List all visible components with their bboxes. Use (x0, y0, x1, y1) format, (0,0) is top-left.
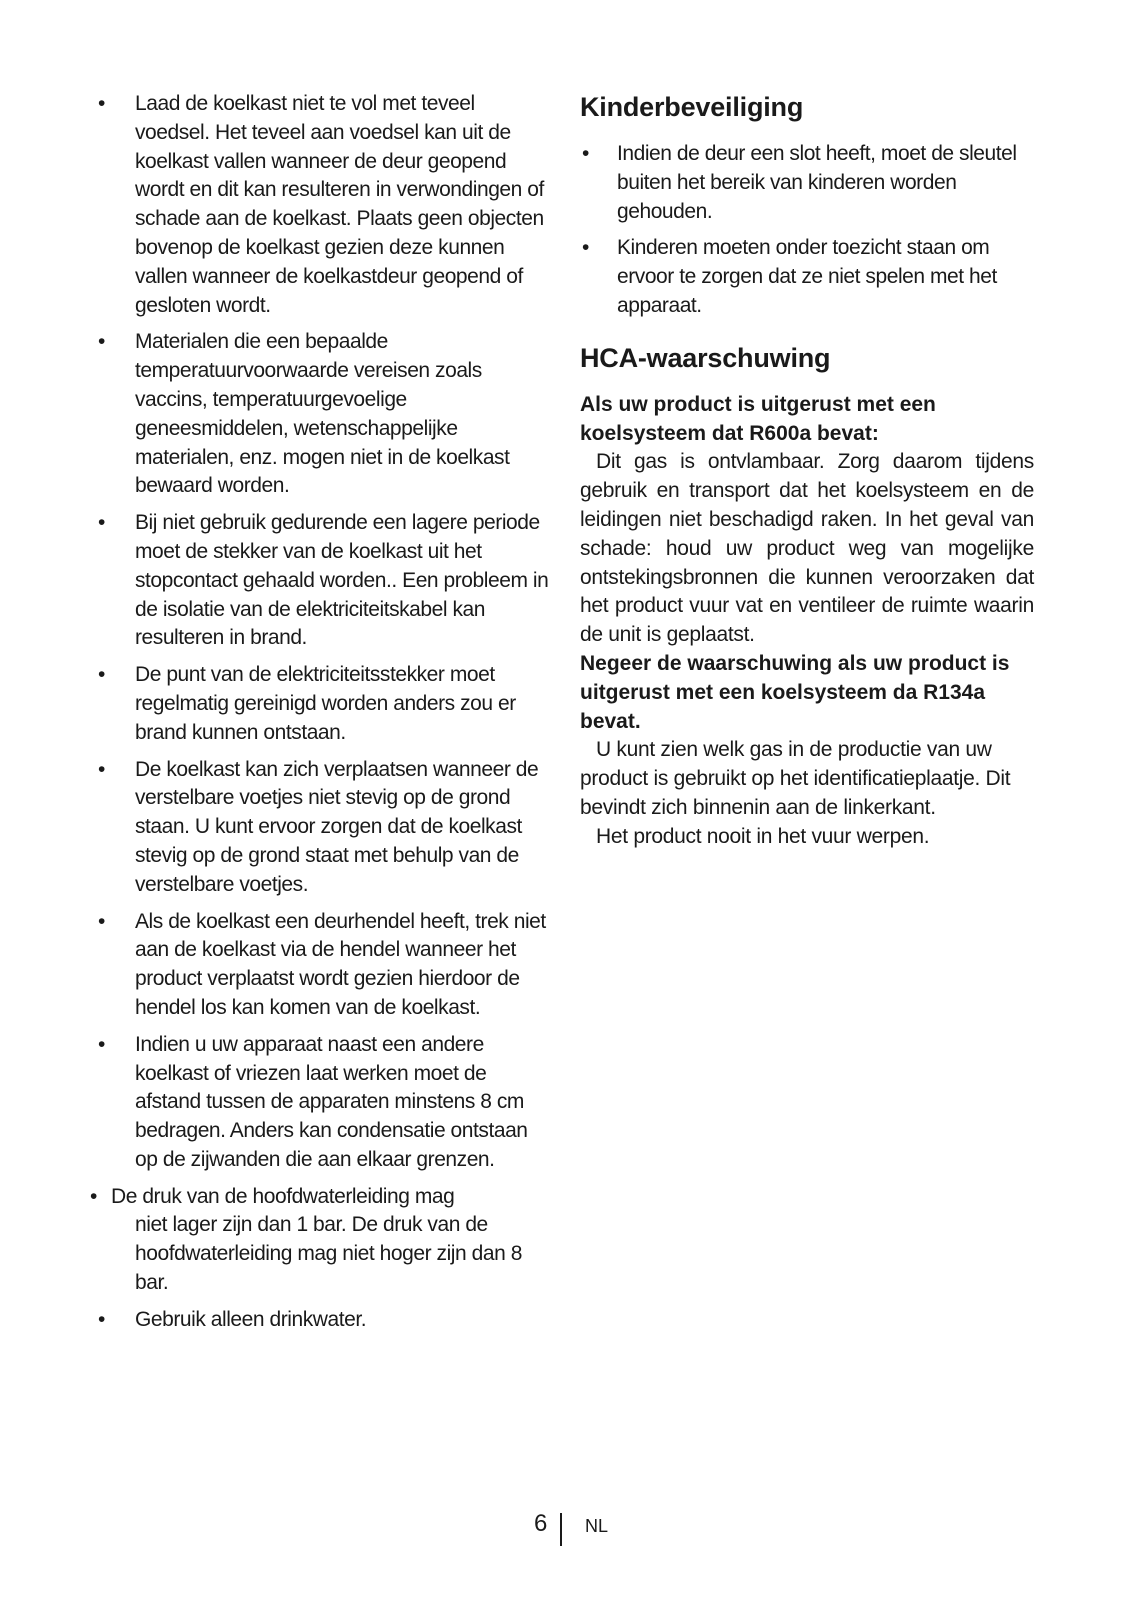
bullet-text: De koelkast kan zich verplaatsen wanneer de verstelbare voetjes niet stevig op de grond staan. U kunt ervoor zorgen dat de koelkast stevig op de grond staat met behulp van de verstelbare voetjes. (135, 757, 539, 896)
bullet-icon: • (98, 757, 105, 781)
bullet-icon: • (98, 1307, 105, 1331)
bullet-icon: • (98, 663, 105, 687)
list-item (90, 756, 550, 900)
footer-divider (560, 1513, 562, 1546)
page-footer (0, 1510, 1128, 1546)
r600a-paragraph: Dit gas is ontvlambaar. Zorg daarom tijdens gebruik en transport dat het koelsysteem en de leidingen niet beschadigd raken. In het geval van schade: houd uw product weg van mogelijke ontstekingsbronnen die kunnen veroorzaken dat het product vuur vat en ventileer de ruimte waarin de unit is geplaatst. (580, 450, 1034, 647)
list-item (580, 140, 1034, 226)
bullet-text-rest: niet lager zijn dan 1 bar. De druk van de hoofdwaterleiding mag niet hoger zijn dan 8 bar. (135, 1213, 522, 1295)
bullet-text: Bij niet gebruik gedurende een lagere periode moet de stekker van de koelkast uit het stopcontact gehaald worden.. Een probleem in de isolatie van de elektriciteitskabel kan resulteren in brand. (135, 511, 549, 650)
bullet-icon: • (582, 236, 589, 260)
bullet-icon: • (98, 1032, 105, 1056)
list-item (90, 1306, 550, 1335)
list-item (90, 661, 550, 747)
bullet-text: De punt van de elektriciteitsstekker moet regelmatig gereinigd worden anders zou er brand kunnen ontstaan. (135, 663, 516, 744)
left-column (90, 90, 550, 1343)
bullet-text: Laad de koelkast niet te vol met teveel voedsel. Het teveel aan voedsel kan uit de koelkast vallen wanneer de deur geopend wordt en dit kan resulteren in verwondingen of schade aan de koelkast. Plaats geen objecten bovenop de koelkast gezien deze kunnen vallen wanneer de koelkastdeur geopend of gesloten wordt. (135, 92, 544, 317)
r600a-heading: Als uw product is uitgerust met een koelsysteem dat R600a bevat: (580, 392, 936, 445)
list-item (580, 234, 1034, 320)
r134a-heading: Negeer de waarschuwing als uw product is uitgerust met een koelsysteem da R134a bevat. (580, 651, 1010, 733)
list-item (90, 1031, 550, 1175)
list-item (90, 509, 550, 653)
r134a-paragraph: U kunt zien welk gas in de productie van uw product is gebruikt op het identificatieplaatje. Dit bevindt zich binnenin aan de linkerkant. (580, 738, 1011, 819)
safety-bullet-list (90, 90, 550, 1335)
page-number: 6 (534, 1510, 548, 1537)
language-code: NL (585, 1516, 609, 1536)
bullet-icon: • (582, 142, 589, 165)
hca-warning-heading: HCA-waarschuwing (580, 342, 831, 373)
list-item (90, 908, 550, 1023)
bullet-icon: • (98, 511, 105, 535)
bullet-icon: • (98, 92, 105, 115)
child-safety-bullet-list (580, 140, 1034, 321)
bullet-text: Als de koelkast een deurhendel heeft, trek niet aan de koelkast via de hendel wanneer het product verplaatst wordt gezien hierdoor de hendel los kan komen van de koelkast. (135, 909, 546, 1019)
child-safety-heading: Kinderbeveiliging (580, 92, 804, 122)
bullet-icon: • (90, 1184, 97, 1208)
right-column (580, 90, 1034, 852)
list-item (90, 90, 550, 320)
bullet-text-first-line: De druk van de hoofdwaterleiding mag (111, 1184, 455, 1208)
list-item-water-pressure (90, 1183, 550, 1298)
bullet-text: Indien de deur een slot heeft, moet de sleutel buiten het bereik van kinderen worden gehouden. (617, 142, 1017, 223)
bullet-text: Gebruik alleen drinkwater. (135, 1307, 367, 1331)
bullet-icon: • (98, 909, 105, 933)
bullet-text: Materialen die een bepaalde temperatuurvoorwaarde vereisen zoals vaccins, temperatuurgevoelige geneesmiddelen, wetenschappelijke materialen, enz. mogen niet in de koelkast bewaard worden. (135, 330, 510, 498)
list-item (90, 328, 550, 501)
bullet-icon: • (98, 330, 105, 354)
bullet-text: Indien u uw apparaat naast een andere koelkast of vriezen laat werken moet de afstand tussen de apparaten minstens 8 cm bedragen. Anders kan condensatie ontstaan op de zijwanden die aan elkaar grenzen. (135, 1032, 528, 1171)
fire-warning-paragraph: Het product nooit in het vuur werpen. (596, 824, 930, 848)
bullet-text: Kinderen moeten onder toezicht staan om ervoor te zorgen dat ze niet spelen met het apparaat. (617, 236, 997, 317)
